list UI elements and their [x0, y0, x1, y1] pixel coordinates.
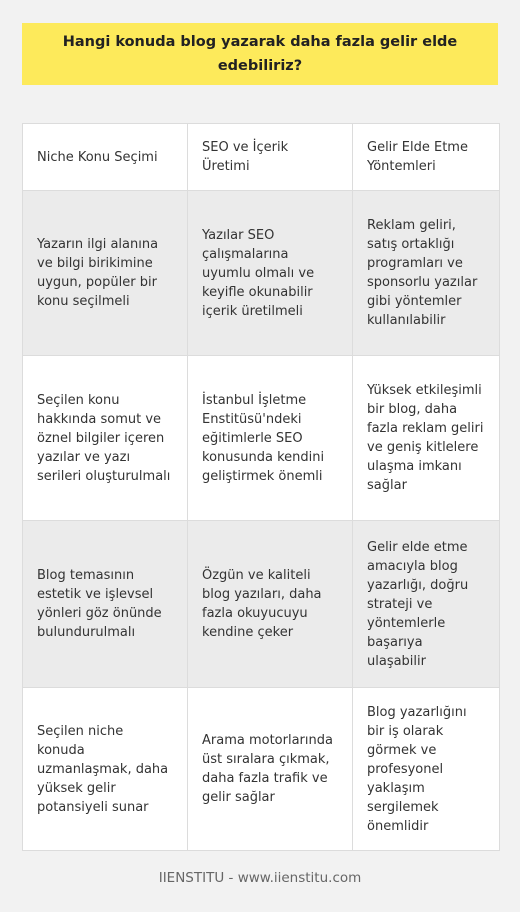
table-cell: Seçilen konu hakkında somut ve öznel bilgiler içeren yazılar ve yazı serileri oluşturulmalı [23, 356, 188, 521]
table-cell: Seçilen niche konuda uzmanlaşmak, daha yüksek gelir potansiyeli sunar [23, 688, 188, 851]
header-cell-seo: SEO ve İçerik Üretimi [188, 124, 353, 191]
comparison-table [22, 123, 500, 851]
table-cell: Blog temasının estetik ve işlevsel yönleri göz önünde bulundurulmalı [23, 521, 188, 688]
table-header-row [23, 124, 500, 191]
table-row [23, 688, 500, 851]
table-cell: Blog yazarlığını bir iş olarak görmek ve profesyonel yaklaşım sergilemek önemlidir [353, 688, 500, 851]
page-title-text: Hangi konuda blog yazarak daha fazla gelir elde edebiliriz? [62, 34, 458, 74]
table-cell: Gelir elde etme amacıyla blog yazarlığı, doğru strateji ve yöntemlerle başarıya ulaşabilir [353, 521, 500, 688]
table-cell: Yazılar SEO çalışmalarına uyumlu olmalı ve keyifle okunabilir içerik üretilmeli [188, 191, 353, 356]
table-cell: Reklam geliri, satış ortaklığı programları ve sponsorlu yazılar gibi yöntemler kullanılabilir [353, 191, 500, 356]
header-cell-income: Gelir Elde Etme Yöntemleri [353, 124, 500, 191]
table-row [23, 521, 500, 688]
table-cell: Özgün ve kaliteli blog yazıları, daha fazla okuyucuyu kendine çeker [188, 521, 353, 688]
table-row [23, 191, 500, 356]
table-cell: Yazarın ilgi alanına ve bilgi birikimine uygun, popüler bir konu seçilmeli [23, 191, 188, 356]
header-cell-niche: Niche Konu Seçimi [23, 124, 188, 191]
table-row [23, 356, 500, 521]
page-title [22, 23, 498, 85]
table-cell: Yüksek etkileşimli bir blog, daha fazla reklam geliri ve geniş kitlelere ulaşma imkanı sağlar [353, 356, 500, 521]
footer-credit: IIENSTITU - www.iienstitu.com [158, 870, 362, 886]
table-cell: İstanbul İşletme Enstitüsü'ndeki eğitimlerle SEO konusunda kendini geliştirmek önemli [188, 356, 353, 521]
table-cell: Arama motorlarında üst sıralara çıkmak, daha fazla trafik ve gelir sağlar [188, 688, 353, 851]
